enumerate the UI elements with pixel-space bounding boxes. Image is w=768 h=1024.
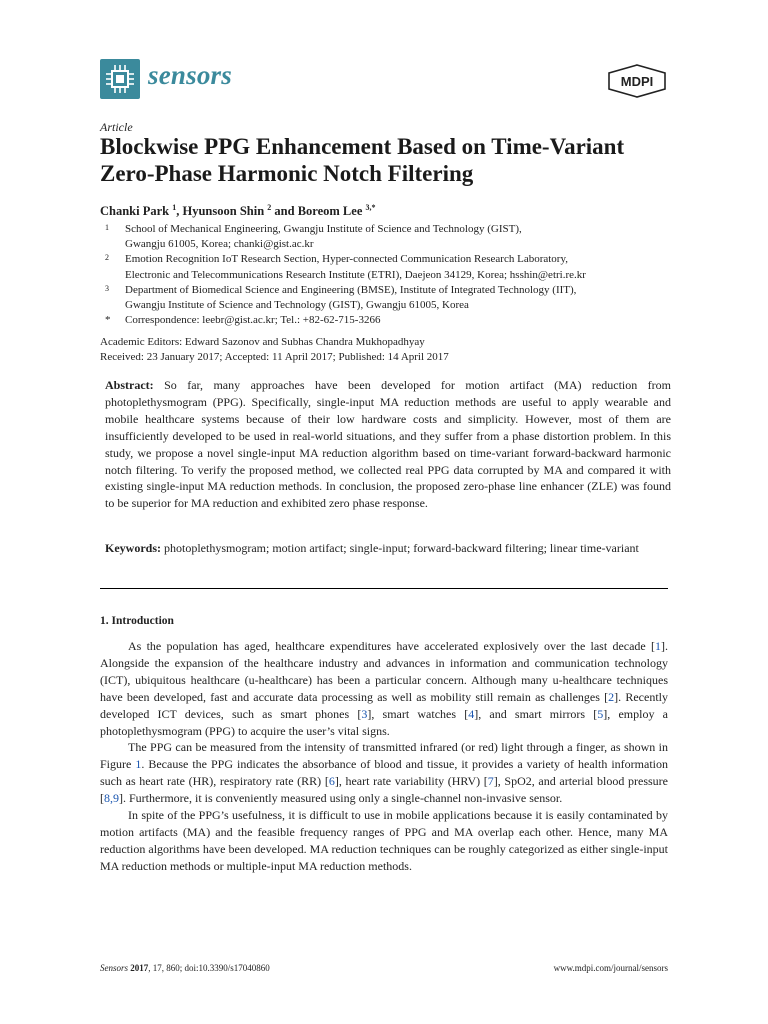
abstract <box>105 377 671 512</box>
body-text: ]. Alongside the expansion of the healthcare industry and advances in information and communication technology (ICT), ubiquitous healthcare (u-healthcare) has been a particular concern. Although many u-healthcare techniques have been developed, fast and accurate data processing as well as mobility still remain as challenges [ <box>100 639 668 704</box>
body-text: ], SpO2, and arterial blood pressure [ <box>100 774 668 806</box>
author-list: Chanki Park $^1$, Hyunsoon Shin $^2$ and Boreom Lee $^{3,*}$ <box>100 203 376 219</box>
section-heading: 1. Introduction <box>100 615 174 627</box>
body-text: As the population has aged, healthcare expenditures have accelerated explosively over the last decade [ <box>128 639 655 653</box>
article-type: Article <box>100 120 133 134</box>
correspondence-mark: * <box>105 314 111 327</box>
citation-link[interactable]: 5 <box>597 706 604 721</box>
affiliation <box>100 222 680 252</box>
section-divider <box>100 588 668 589</box>
editorial-info <box>100 335 449 365</box>
citation-link[interactable]: 7 <box>487 774 494 789</box>
affiliation-line: Electronic and Telecommunications Research Institute (ETRI), Daejeon 34129, Korea; hsshin@etri.re.kr <box>125 268 586 281</box>
body-text: ], smart watches [ <box>367 706 469 721</box>
journal-name: sensors <box>148 60 232 90</box>
citation-link[interactable]: 1 <box>135 757 142 772</box>
body-text: . Because the PPG indicates the absorbance of blood and tissue, it provides a variety of health information such as heart rate (HR), respiratory rate (RR) [ <box>100 757 668 789</box>
footer-year: 2017 <box>130 963 149 973</box>
citation-link[interactable]: 3 <box>361 706 368 721</box>
affiliation-line: Emotion Recognition IoT Research Section, Hyper-connected Communication Research Laboratory, <box>125 253 569 266</box>
body-text: ]. Recently developed ICT devices, such as smart phones [ <box>100 689 668 721</box>
affiliation-list <box>100 222 680 328</box>
footer-journal: Sensors <box>100 963 129 973</box>
citation-link[interactable]: 2 <box>608 689 615 704</box>
affiliation <box>100 252 680 282</box>
body-paragraph <box>100 638 668 739</box>
mdpi-logo <box>606 64 668 98</box>
author: Boreom Lee $^{3,*}$ <box>297 203 376 219</box>
correspondence <box>100 313 680 328</box>
affiliation-mark: 2 <box>105 253 109 263</box>
affiliation-line: School of Mechanical Engineering, Gwangju Institute of Science and Technology (GIST), <box>125 223 522 235</box>
keywords-text: photoplethysmogram; motion artifact; single-input; forward-backward filtering; linear time-variant <box>164 541 639 555</box>
academic-editors: Academic Editors: Edward Sazonov and Subhas Chandra Mukhopadhyay <box>100 336 425 348</box>
publication-dates: Received: 23 January 2017; Accepted: 11 April 2017; Published: 14 April 2017 <box>100 351 449 363</box>
body-text: ], heart rate variability (HRV) [ <box>334 774 488 789</box>
citation-link[interactable]: 1 <box>655 639 661 653</box>
footer-url: www.mdpi.com/journal/sensors <box>553 963 668 973</box>
journal-logo <box>100 59 140 99</box>
body-text: The PPG can be measured from the intensity of transmitted infrared (or red) light through a finger, as shown in Figure <box>100 740 668 772</box>
keywords-label: Keywords: <box>105 541 161 555</box>
affiliation <box>100 283 680 313</box>
body-paragraph <box>100 739 668 807</box>
citation-link[interactable]: 8,9 <box>104 791 119 806</box>
affiliation-mark: 1 <box>105 223 109 232</box>
body-text: ], employ a photoplethysmogram (PPG) to acquire the user’s vital signs. <box>100 706 668 738</box>
body-text: In spite of the PPG’s usefulness, it is difficult to use in mobile applications because it is easily contaminated by motion artifacts (MA) and the feasible frequency ranges of PPG and MA overlap each other. Hence, many MA reduction algorithms have been developed. MA reduction techniques can be roughly categorized as either single-input MA reduction methods or multiple-input MA reduction methods. <box>100 808 668 873</box>
abstract-label: Abstract: <box>105 378 154 392</box>
footer-doi: , 17, 860; doi:10.3390/s17040860 <box>148 963 270 973</box>
affiliation-line: Gwangju Institute of Science and Technology (GIST), Gwangju 61005, Korea <box>125 299 469 312</box>
citation-link[interactable]: 6 <box>328 774 335 789</box>
footer-citation <box>100 963 270 973</box>
affiliation-line: Department of Biomedical Science and Engineering (BMSE), Institute of Integrated Technology (IIT), <box>125 283 577 296</box>
author: Chanki Park $^1$ <box>100 203 177 219</box>
article-title: Blockwise PPG Enhancement Based on Time-Variant Zero-Phase Harmonic Notch Filtering <box>100 134 625 186</box>
body-paragraph <box>100 807 668 875</box>
abstract-text: So far, many approaches have been developed for motion artifact (MA) reduction from photoplethysmogram (PPG). Specifically, single-input MA reduction methods are useful to apply wearable and mobile healthcare systems because of their low hardware costs and simplicity. However, most of them are insufficiently developed to be used in real-world situations, and they suffer from a phase distortion problem. In this study, we propose a novel single-input MA reduction algorithm based on time-variant forward-backward harmonic notch filtering. To verify the proposed method, we collected real PPG data corrupted by MA and compared it with existing single-input MA reduction methods. In conclusion, the proposed zero-phase line enhancer (ZLE) was found to be superior for MA reduction and exhibited zero phase response. <box>105 378 671 511</box>
chip-icon <box>100 59 140 99</box>
affiliation-line: Gwangju 61005, Korea; chanki@gist.ac.kr <box>125 238 314 251</box>
correspondence-line: Correspondence: leebr@gist.ac.kr; Tel.: +82-62-715-3266 <box>125 314 381 327</box>
body-text: ], and smart mirrors [ <box>474 706 598 721</box>
citation-link[interactable]: 4 <box>468 706 475 721</box>
affiliation-mark: 3 <box>105 283 109 293</box>
author: Hyunsoon Shin $^2$ <box>182 203 272 219</box>
keywords <box>105 540 671 557</box>
section-body <box>100 638 668 875</box>
mdpi-logo-text: MDPI <box>620 74 654 89</box>
body-text: ]. Furthermore, it is conveniently measured using only a single-channel non-invasive sensor. <box>119 791 563 806</box>
